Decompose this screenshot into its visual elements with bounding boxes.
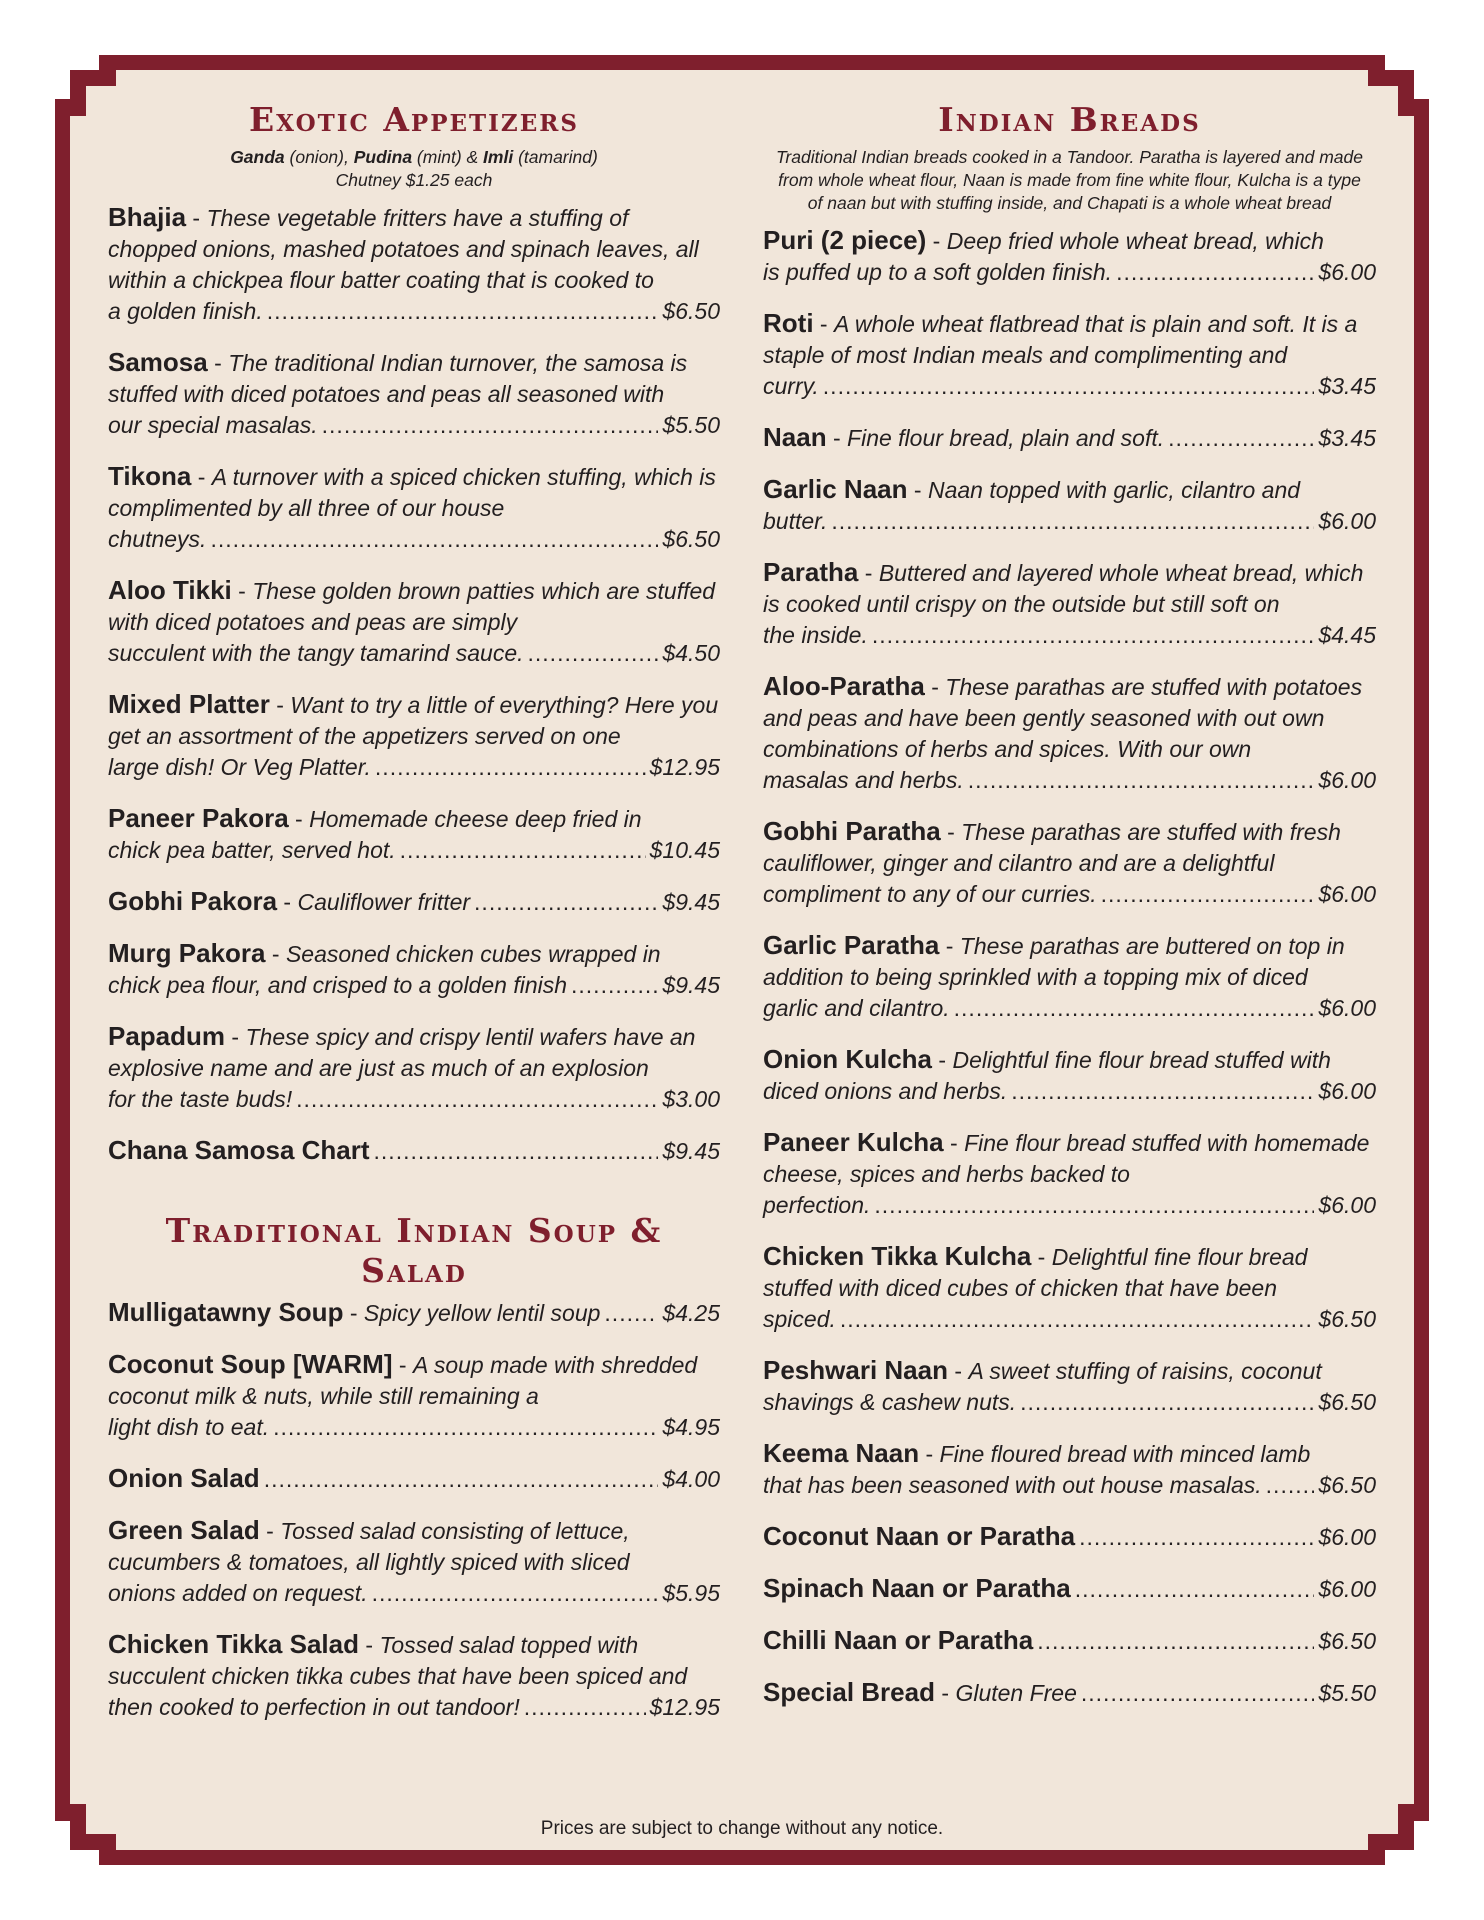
item-description: A whole wheat flatbread that is plain and soft. It is a staple of most Indian meals and complimenting and [763, 311, 1358, 368]
item-description: A sweet stuffing of raisins, coconut [968, 1358, 1322, 1384]
item-name: Spinach Naan or Paratha [763, 1573, 1071, 1603]
dot-leader [210, 524, 658, 555]
item-price: $9.45 [662, 889, 720, 915]
item-description: These spicy and crispy lentil wafers have an explosive name and are just as much of an explosion [108, 1024, 696, 1081]
item-description-end: compliment to any of our curries. [763, 881, 1097, 907]
right-column [763, 100, 1376, 1729]
item-description-end: succulent with the tangy tamarind sauce. [108, 640, 524, 666]
item-description: Buttered and layered whole wheat bread, which is cooked until crispy on the outside but still soft on [763, 560, 1364, 617]
chutney-note [108, 146, 720, 192]
item-description-end: perfection. [763, 1192, 871, 1218]
item-price: $6.00 [1318, 1576, 1376, 1602]
menu-item: Special Bread - Gluten Free ..... $5.50 [763, 1677, 1376, 1709]
dot-leader [1075, 1574, 1315, 1605]
item-name: Aloo-Paratha [763, 671, 925, 701]
item-description-end: onions added on request. [108, 1580, 368, 1606]
dot-leader [296, 1084, 658, 1115]
item-description: Deep fried whole wheat bread, which [946, 228, 1324, 254]
item-description-end: a golden finish. [108, 298, 263, 324]
item-name: Peshwari Naan [763, 1355, 948, 1385]
menu-item: Aloo-Paratha - These parathas are stuffed with potatoes and peas and have been gently seasoned with out own combinations of herbs and spices. With our own masalas and herbs. ..... $6.00 [763, 671, 1376, 796]
item-description-end: shavings & cashew nuts. [763, 1389, 1017, 1415]
item-description-end: light dish to eat. [108, 1414, 270, 1440]
menu-item: Murg Pakora - Seasoned chicken cubes wrapped in chick pea flour, and crisped to a golden finish ..... $9.45 [108, 938, 720, 1001]
left-column [108, 100, 720, 1743]
item-price: $6.00 [1318, 259, 1376, 285]
dot-leader [968, 765, 1315, 796]
chutney-ganda-desc: (onion), [284, 147, 354, 167]
item-price: $10.45 [649, 837, 720, 863]
menu-item [108, 1135, 720, 1167]
item-description: Delightful fine flour bread stuffed with [952, 1047, 1331, 1073]
item-price: $6.00 [1318, 1078, 1376, 1104]
item-name: Chilli Naan or Paratha [763, 1625, 1034, 1655]
item-price: $9.45 [662, 1138, 720, 1164]
item-description: Seasoned chicken cubes wrapped in [285, 941, 661, 967]
menu-item: Keema Naan - Fine floured bread with minced lamb that has been seasoned with out house masalas. ..... $6.50 [763, 1438, 1376, 1501]
item-description: Spicy yellow lentil soup [363, 1300, 601, 1326]
dot-leader [840, 1304, 1315, 1335]
item-description-end: that has been seasoned with out house masalas. [763, 1472, 1262, 1498]
item-price: $5.50 [662, 412, 720, 438]
menu-item: Paneer Pakora - Homemade cheese deep fried in chick pea batter, served hot. ..... $10.45 [108, 803, 720, 866]
item-description: Gluten Free [955, 1680, 1077, 1706]
menu-item: Mixed Platter - Want to try a little of everything? Here you get an assortment of the appetizers served on one large dish! Or Veg Platter. ..... $12.95 [108, 689, 720, 783]
item-price: $6.00 [1318, 1524, 1376, 1550]
item-price: $6.50 [662, 526, 720, 552]
item-name: Chicken Tikka Kulcha [763, 1241, 1032, 1271]
item-description: These vegetable fritters have a stuffing of chopped onions, mashed potatoes and spinach leaves, all within a chickpea flour batter coating that is cooked to [108, 205, 699, 293]
menu-item: Onion Kulcha - Delightful fine flour bread stuffed with diced onions and herbs. ..... $6.00 [763, 1044, 1376, 1107]
item-description: Cauliflower fritter [297, 889, 471, 915]
dot-leader [872, 620, 1315, 651]
item-name: Chicken Tikka Salad [108, 1629, 359, 1659]
item-price: $6.50 [1318, 1472, 1376, 1498]
dot-leader [823, 371, 1315, 402]
item-name: Onion Salad [108, 1463, 260, 1493]
item-description-end: diced onions and herbs. [763, 1078, 1008, 1104]
dot-leader [831, 506, 1314, 537]
dot-leader [1037, 1626, 1314, 1657]
item-name: Naan [763, 422, 827, 452]
item-description-end: curry. [763, 373, 819, 399]
item-description-end: spiced. [763, 1306, 836, 1332]
menu-item [763, 1521, 1376, 1553]
item-description-end: chutneys. [108, 526, 207, 552]
menu-item: Paneer Kulcha - Fine flour bread stuffed with homemade cheese, spices and herbs backed to perfection. ..... $6.00 [763, 1127, 1376, 1221]
menu-item: Green Salad - Tossed salad consisting of lettuce, cucumbers & tomatoes, all lightly spiced with sliced onions added on request. ..... $5.95 [108, 1515, 720, 1609]
item-price: $12.95 [649, 1694, 720, 1720]
menu-item: Tikona - A turnover with a spiced chicken stuffing, which is complimented by all three of our house chutneys. ..... $6.50 [108, 461, 720, 555]
item-price: $4.50 [662, 640, 720, 666]
item-name: Papadum [108, 1021, 226, 1051]
item-description-end: masalas and herbs. [763, 767, 964, 793]
item-price: $5.50 [1318, 1680, 1376, 1706]
item-description-end: our special masalas. [108, 412, 318, 438]
item-description-end: the inside. [763, 622, 868, 648]
item-description-end: chick pea batter, served hot. [108, 837, 396, 863]
dot-leader [874, 1190, 1314, 1221]
item-description-end: is puffed up to a soft golden finish. [763, 259, 1113, 285]
item-price: $3.00 [662, 1086, 720, 1112]
menu-item: Paratha - Buttered and layered whole wheat bread, which is cooked until crispy on the outside but still soft on the inside. ..... $4.45 [763, 557, 1376, 651]
menu-item: Puri (2 piece) - Deep fried whole wheat bread, which is puffed up to a soft golden finish. ..... $6.00 [763, 225, 1376, 288]
dot-leader [1081, 1678, 1315, 1709]
item-name: Murg Pakora [108, 938, 266, 968]
item-name: Roti [763, 308, 814, 338]
menu-item: Samosa - The traditional Indian turnover, the samosa is stuffed with diced potatoes and peas all seasoned with our special masalas. ..... $5.50 [108, 347, 720, 441]
item-price: $9.45 [662, 972, 720, 998]
dot-leader [1101, 879, 1315, 910]
item-description-end: large dish! Or Veg Platter. [108, 754, 371, 780]
item-name: Chana Samosa Chart [108, 1135, 370, 1165]
item-name: Onion Kulcha [763, 1044, 932, 1074]
chutney-ganda: Ganda [230, 147, 285, 167]
item-name: Garlic Naan [763, 474, 908, 504]
breads-note: Traditional Indian breads cooked in a Tandoor. Paratha is layered and made from whole wheat flour, Naan is made from fine white flour, Kulcha is a type of naan but with stuffing inside, and Chapati is a whole wheat bread [776, 147, 1363, 213]
appetizers-list [108, 202, 720, 1167]
dot-leader [372, 1578, 659, 1609]
item-description: Fine flour bread, plain and soft. [847, 425, 1165, 451]
menu-item: Garlic Paratha - These parathas are buttered on top in addition to being sprinkled with a topping mix of diced garlic and cilantro. ..... $6.00 [763, 930, 1376, 1024]
menu-item: Aloo Tikki - These golden brown patties which are stuffed with diced potatoes and peas are simply succulent with the tangy tamarind sauce. ..... $4.50 [108, 575, 720, 669]
breads-list [763, 225, 1376, 1709]
item-description: Fine flour bread stuffed with homemade cheese, spices and herbs backed to [763, 1130, 1370, 1187]
item-name: Bhajia [108, 202, 187, 232]
item-description: A soup made with shredded coconut milk & nuts, while still remaining a [108, 1352, 698, 1409]
item-price: $6.50 [1318, 1389, 1376, 1415]
item-description-end: then cooked to perfection in out tandoor! [108, 1694, 520, 1720]
dot-leader [1168, 423, 1314, 454]
chutney-imli-desc: (tamarind) [513, 147, 598, 167]
dot-leader [375, 752, 646, 783]
dot-leader [322, 410, 659, 441]
item-name: Paratha [763, 557, 859, 587]
dot-leader [264, 1464, 659, 1495]
dot-leader [954, 993, 1315, 1024]
item-price: $6.50 [1318, 1628, 1376, 1654]
menu-item: Mulligatawny Soup - Spicy yellow lentil soup ..... $4.25 [108, 1297, 720, 1329]
item-name: Samosa [108, 347, 208, 377]
item-description: Fine floured bread with minced lamb [939, 1441, 1311, 1467]
dot-leader [1266, 1470, 1315, 1501]
chutney-price: Chutney $1.25 each [335, 170, 493, 190]
item-name: Keema Naan [763, 1438, 920, 1468]
dot-leader [400, 835, 646, 866]
menu-item: Roti - A whole wheat flatbread that is plain and soft. It is a staple of most Indian meals and complimenting and curry. ..... $3.45 [763, 308, 1376, 402]
soup-salad-title: Traditional Indian Soup & Salad [165, 1211, 663, 1290]
chutney-pudina-desc: (mint) & [412, 147, 484, 167]
item-description-end: chick pea flour, and crisped to a golden finish [108, 972, 568, 998]
item-description: These golden brown patties which are stuffed with diced potatoes and peas are simply [108, 578, 716, 635]
item-price: $6.50 [1318, 1306, 1376, 1332]
item-name: Tikona [108, 461, 192, 491]
item-description: Delightful fine flour bread stuffed with diced cubes of chicken that have been [763, 1244, 1308, 1301]
item-name: Mulligatawny Soup [108, 1297, 344, 1327]
dot-leader [1079, 1522, 1314, 1553]
item-price: $5.95 [662, 1580, 720, 1606]
dot-leader [571, 970, 658, 1001]
item-description: Homemade cheese deep fried in [309, 806, 642, 832]
item-price: $6.50 [662, 298, 720, 324]
dot-leader [524, 1692, 646, 1723]
item-price: $4.45 [1318, 622, 1376, 648]
item-description: These parathas are buttered on top in addition to being sprinkled with a topping mix of diced [763, 933, 1345, 990]
item-name: Coconut Soup [WARM] [108, 1349, 393, 1379]
dot-leader [474, 887, 658, 918]
menu-item: Chicken Tikka Salad - Tossed salad topped with succulent chicken tikka cubes that have been spiced and then cooked to perfection in out tandoor! ..... $12.95 [108, 1629, 720, 1723]
appetizers-title: Exotic Appetizers [249, 100, 579, 139]
dot-leader [267, 296, 659, 327]
item-name: Coconut Naan or Paratha [763, 1521, 1076, 1551]
item-price: $6.00 [1318, 995, 1376, 1021]
item-name: Aloo Tikki [108, 575, 232, 605]
item-description: These parathas are stuffed with fresh cauliflower, ginger and cilantro and are a delightful [763, 819, 1341, 876]
item-description-end: butter. [763, 508, 828, 534]
item-price: $6.00 [1318, 767, 1376, 793]
menu-item: Coconut Soup [WARM] - A soup made with shredded coconut milk & nuts, while still remaining a light dish to eat. ..... $4.95 [108, 1349, 720, 1443]
dot-leader [1116, 257, 1314, 288]
item-price: $4.95 [662, 1414, 720, 1440]
item-description-end: for the taste buds! [108, 1086, 293, 1112]
dot-leader [604, 1298, 658, 1329]
dot-leader [1011, 1076, 1314, 1107]
item-price: $4.25 [662, 1300, 720, 1326]
item-name: Paneer Pakora [108, 803, 289, 833]
menu-item: Peshwari Naan - A sweet stuffing of raisins, coconut shavings & cashew nuts. ..... $6.50 [763, 1355, 1376, 1418]
item-description: A turnover with a spiced chicken stuffing, which is complimented by all three of our house [108, 464, 716, 521]
item-description: Tossed salad topped with succulent chicken tikka cubes that have been spiced and [108, 1632, 688, 1689]
item-name: Garlic Paratha [763, 930, 940, 960]
chutney-pudina: Pudina [353, 147, 413, 167]
chutney-imli: Imli [483, 147, 514, 167]
menu-item [763, 1625, 1376, 1657]
menu-item: Bhajia - These vegetable fritters have a stuffing of chopped onions, mashed potatoes and spinach leaves, all within a chickpea flour batter coating that is cooked to a golden finish. ..... $6.50 [108, 202, 720, 327]
item-description: Naan topped with garlic, cilantro and [927, 477, 1301, 503]
dot-leader [273, 1412, 658, 1443]
item-description: Tossed salad consisting of lettuce, cucumbers & tomatoes, all lightly spiced with sliced [108, 1518, 630, 1575]
menu-item: Naan - Fine flour bread, plain and soft. ..... $3.45 [763, 422, 1376, 454]
price-disclaimer: Prices are subject to change without any notice. [540, 1818, 944, 1839]
menu-item: Gobhi Pakora - Cauliflower fritter ..... $9.45 [108, 886, 720, 918]
item-name: Paneer Kulcha [763, 1127, 944, 1157]
dot-leader [1020, 1387, 1314, 1418]
item-description: Want to try a little of everything? Here you get an assortment of the appetizers served on one [108, 692, 719, 749]
menu-item: Gobhi Paratha - These parathas are stuffed with fresh cauliflower, ginger and cilantro and are a delightful compliment to any of our curries. ..... $6.00 [763, 816, 1376, 910]
menu-item: Papadum - These spicy and crispy lentil wafers have an explosive name and are just as much of an explosion for the taste buds! ..... $3.00 [108, 1021, 720, 1115]
item-name: Green Salad [108, 1515, 260, 1545]
item-description: These parathas are stuffed with potatoes and peas and have been gently seasoned with out own combinations of herbs and spices. With our own [763, 674, 1363, 762]
item-price: $6.00 [1318, 508, 1376, 534]
menu-item: Garlic Naan - Naan topped with garlic, cilantro and butter. ..... $6.00 [763, 474, 1376, 537]
menu-item [763, 1573, 1376, 1605]
item-name: Puri (2 piece) [763, 225, 927, 255]
breads-title: Indian Breads [938, 100, 1201, 139]
item-name: Gobhi Pakora [108, 886, 278, 916]
item-description: The traditional Indian turnover, the samosa is stuffed with diced potatoes and peas all seasoned with [108, 350, 688, 407]
dot-leader [528, 638, 659, 669]
menu-item [108, 1463, 720, 1495]
soup-salad-list [108, 1297, 720, 1723]
item-name: Gobhi Paratha [763, 816, 941, 846]
item-price: $12.95 [649, 754, 720, 780]
item-name: Special Bread [763, 1677, 935, 1707]
item-price: $3.45 [1318, 373, 1376, 399]
item-price: $6.00 [1318, 881, 1376, 907]
item-price: $4.00 [662, 1466, 720, 1492]
menu-item: Chicken Tikka Kulcha - Delightful fine flour bread stuffed with diced cubes of chicken that have been spiced. ..... $6.50 [763, 1241, 1376, 1335]
item-price: $3.45 [1318, 425, 1376, 451]
item-description-end: garlic and cilantro. [763, 995, 950, 1021]
dot-leader [374, 1136, 659, 1167]
item-name: Mixed Platter [108, 689, 270, 719]
item-price: $6.00 [1318, 1192, 1376, 1218]
